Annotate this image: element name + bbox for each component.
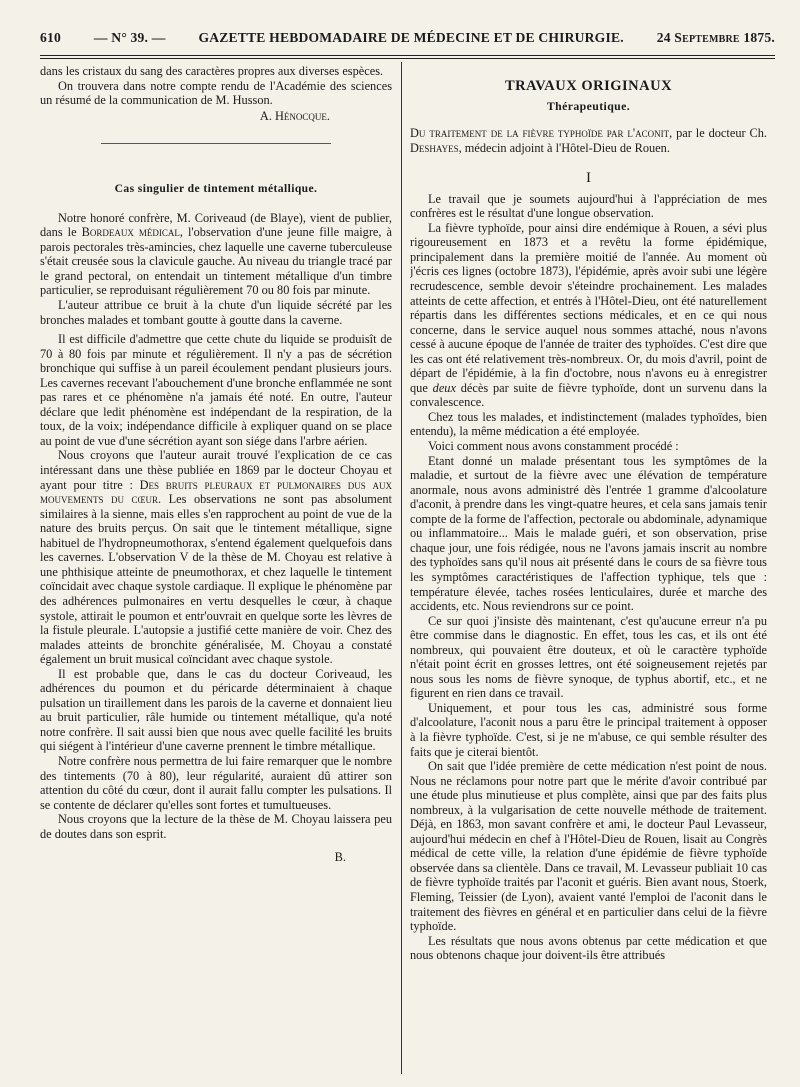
column-divider [401,62,402,1074]
article-paragraph: Nous croyons que la lecture de la thèse de M. Choyau laissera peu de doutes dans son esprit. [40,812,392,841]
section-separator [101,143,331,144]
article-paragraph: Ce sur quoi j'insiste dès maintenant, c'est qu'aucune erreur n'a pu être commise dans le diagnostic. En effet, tous les cas, et ils ont été nombreux, qui pouvaient être douteux, et où le caractère typhoïde n'était point écrit en grosses lettres, ont été soigneusement rejetés par nous sous les noms de fièvre synoque, de typhus abortif, etc., et ne figurent en rien dans ce travail. [410,613,767,701]
author-signature: A. Hénocque. [259,108,330,123]
text-run: , médecin adjoint à l'Hôtel-Dieu de Rouen. [458,140,670,155]
text-run: , l'observation d'une jeune fille maigre, à parois pectorales très-amincies, chez laquelle une caverne tuberculeuse s'était creusée sous la clavicule gauche. Au niveau du triangle tracé par le grand pectoral, on entendait un tintement métallique d'un timbre particulier, se reproduisant régulièrement 70 ou 80 fois par minute. [40,225,392,298]
page-header [40,30,775,52]
article-paragraph: Notre confrère nous permettra de lui faire remarquer que le nombre des tintements (70 à 80), leur régularité, auraient dû attirer son attention du côté du cœur, dont il aurait fallu compter les pulsations. Il se contente de déclarer qu'elles sont fortes et tumultueuses. [40,753,392,812]
journal-reference: Bordeaux médical [81,225,180,240]
article-title [410,126,767,155]
header-rule-thin [40,58,775,59]
page-number: 610 [40,30,61,45]
article-paragraph: On sait que l'idée première de cette médication n'est point de nous. Nous ne réclamons pour notre part que le mérite d'avoir contribué par une étude plus minutieuse et plus complète, ainsi que par des faits plus nombreux, à la vulgarisation de cette nouvelle méthode de traitement. Déjà, en 1863, mon savant confrère et ami, le docteur Paul Levasseur, aujourd'hui médecin en chef à l'Hôtel-Dieu de Rouen, lisait au Congrès médical de cette ville, la relation d'une épidémie de fièvre typhoïde observée dans sa clientèle. Dans ce travail, M. Levasseur publiait 10 cas de fièvre typhoïde traités par l'aconit et guéris. Bien avant nous, Stoerk, Fleming, Teissier (de Lyon), avaient vanté l'emploi de l'aconit dans le traitement des fièvres en général et en particulier dans celui de la fièvre typhoïde. [410,759,767,934]
article-paragraph: Voici comment nous avons constamment procédé : [428,439,679,454]
text-run: Nous croyons que l'auteur aurait trouvé l'explication de ce cas intéressant dans une thèse publiée en 1869 par le docteur Choyau et ayant pour titre : [40,448,392,492]
article-paragraph: L'auteur attribue ce bruit à la chute d'un liquide sécrété par les bronches malades et tombant goutte à goutte dans la caverne. [40,298,392,327]
article-paragraph [40,211,392,298]
section-heading: TRAVAUX ORIGINAUX [504,78,673,94]
left-column [40,64,392,1074]
text-run: . Les observations ne sont pas absolument similaires à la sienne, mais elles s'en rapprochent au point de vue de la nature des bruits perçus. On sait que le tintement métallique, signe habituel de l'hydropneumothorax, s'entend également quelquefois dans les cavernes. L'observation V de la thèse de M. Choyau est relative à une phthisique atteinte de pneumothorax, et chez laquelle le tintement coïncidait avec chaque systole cardiaque. Il explique le phénomène par des adhérences pulmonaires en vertu desquelles le cœur, à chaque systole, attirait le poumon et entr'ouvrait en quelque sorte les lèvres de la fistule pleurale. L'autopsie a justifié cette manière de voir. Chez des malades atteints de bronchite généralisée, M. Choyau a constaté également un bruit musical coïncidant avec chaque systole. [40,492,392,667]
article-paragraph: Il est probable que, dans le cas du docteur Coriveaud, les adhérences du poumon et du péricarde déterminaient à chaque pulsation un tiraillement dans les parois de la caverne et donnaient lieu au bruit particulier, râle humide ou tintement métallique, qu'a noté notre confrère. Il sait aussi bien que nous avec quelle facilité les bruits qui siégent à l'intérieur d'une caverne prennent le timbre métallique. [40,666,392,754]
article-paragraph: Les résultats que nous avons obtenus par cette médication et que nous obtenons chaque jour doivent-ils être attribués [410,933,767,963]
article-paragraph: Etant donné un malade présentant tous les symptômes de la maladie, et surtout de la fièvre avec une élévation de température anormale, nous avons administré dès l'entrée 1 gramme d'alcoolature d'aconit, à prendre dans les vingt-quatre heures, et cela sans jamais tenir compte de la forme de l'affection, pectorale ou abdominale, adynamique ou inflammatoire... Mais le malade guéri, et son observation, prise chaque jour, une fois rédigée, nous ne l'avons jamais inscrit au nombre des typhoïdes sans qu'il nous ait présenté dans le cours de sa fièvre tous les symptômes caractéristiques de l'affection typhique, tels que : température élevée, taches rosées lenticulaires, durée et marche des accidents, etc. Nous reviendrons sur ce point. [410,453,767,614]
article-paragraph: Le travail que je soumets aujourd'hui à l'appréciation de mes confrères est le résultat d'une longue observation. [410,191,767,221]
author-name: Deshayes [410,140,459,155]
emphasis: deux [432,380,456,395]
journal-title: GAZETTE HEBDOMADAIRE DE MÉDECINE ET DE CHIRURGIE. [198,30,624,45]
article-paragraph: Uniquement, et pour tous les cas, administré sous forme d'alcoolature, l'aconit nous a paru être le principal traitement à opposer à la fièvre typhoïde. C'est, si je ne m'abuse, ce qui semble résulter des faits que je citerai bientôt. [410,700,767,759]
thesis-title: Des bruits pleuraux et pulmonaires dus aux mouvements du cœur [40,477,392,507]
text-run: décès par suite de fièvre typhoïde, dont un survenu dans la convalescence. [410,380,767,410]
right-column [410,64,767,1074]
issue-date: 24 Septembre 1875. [656,30,775,45]
chapter-number: I [586,170,591,187]
text-run: Notre honoré confrère, M. Coriveaud (de Blaye), vient de publier, dans le [40,210,392,240]
section-subheading: Thérapeutique. [546,98,631,113]
intro-paragraph: dans les cristaux du sang des caractères propres aux diverses espèces. [40,64,384,78]
article-paragraph [40,448,392,666]
header-rule [40,55,775,56]
section-title: Cas singulier de tintement métallique. [114,182,318,196]
article-paragraph: Chez tous les malades, et indistinctement (malades typhoïdes, bien entendu), la même médication a été employée. [410,409,767,439]
text-run: , par le docteur Ch. [669,126,767,141]
article-paragraph: Il est difficile d'admettre que cette chute du liquide se produisît de 70 à 80 fois par minute et régulièrement. Il n'y a pas de sécrétion bronchique qui suffise à un pareil écoulement pendant plusieurs jours. Les cavernes recevant l'abouchement d'une bronche enflammée ne sont pas rares et ce phénomène n'a jamais été noté. En outre, l'auteur déclare que ledit phénomène est indépendant de la respiration, de la toux, de la voix; indépendance difficile à expliquer quand on se place au point de vue d'une sécrétion ayant son siége dans l'arbre aérien. [40,332,392,448]
article-title-main: Du traitement de la fièvre typhoïde par l'aconit [410,126,670,141]
issue-number: — N° 39. — [93,30,166,45]
intro-paragraph: On trouvera dans notre compte rendu de l'Académie des sciences un résumé de la communication de M. Husson. [40,78,392,108]
text-run: La fièvre typhoïde, pour ainsi dire endémique à Rouen, a sévi plus rigoureusement en 1873 et a revêtu la forme épidémique, principalement dans la première moitié de l'année. Au moment où j'écris ces lignes (octobre 1873), l'épidémie, après avoir subi une légère recrudescence, semble devoir s'éteindre prochainement. Les malades atteints de cette affection, et entrés à l'Hôtel-Dieu, ont été naturellement répartis dans les différentes sections médicales, et en ce qui nous concerne, dans le service auquel nous sommes attaché, nous n'avons cessé à aucune époque de l'année de traiter des typhoïdes. C'est dire que les cas ont été relativement très-nombreux. Or, du mois d'avril, point de départ de l'épidémie, à la fin d'octobre, nous n'avons eu à enregistrer que [410,220,767,395]
author-signature: B. [334,850,346,865]
article-paragraph [410,221,767,410]
